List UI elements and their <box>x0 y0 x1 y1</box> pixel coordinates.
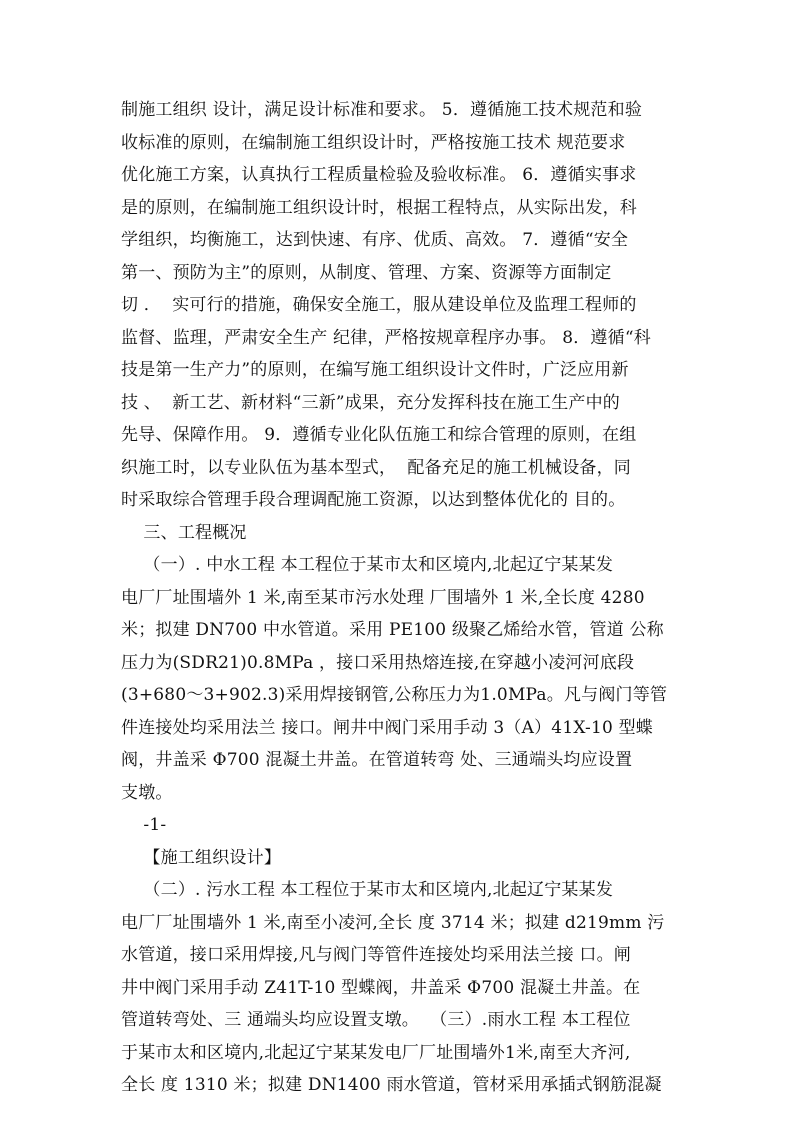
text-line: 阀，井盖采 Φ700 混凝土井盖。在管道转弯 处、三通端头均应设置 <box>121 750 633 770</box>
text-line: 压力为(SDR21)0.8MPa ，接口采用热熔连接,在穿越小凌河河底段 <box>121 652 635 673</box>
text-line: 切 ． 实可行的措施，确保安全施工，服从建设单位及监理工程师的 <box>121 295 637 315</box>
text-line: 技 、 新工艺、新材料“三新”成果，充分发挥科技在施工生产中的 <box>121 392 620 413</box>
text-line: 制施工组织 设计，满足设计标准和要求。 5．遵循施工技术规范和验 <box>121 100 643 120</box>
text-line: 收标准的原则，在编制施工组织设计时，严格按施工技术 规范要求 <box>121 132 626 153</box>
text-line: 先导、保障作用。 9．遵循专业化队伍施工和综合管理的原则，在组 <box>121 425 637 445</box>
document-body <box>121 94 701 1102</box>
text-line: 学组织，均衡施工，达到快速、有序、优质、高效。 7．遵循“安全 <box>121 230 629 250</box>
text-line: 织施工时，以专业队伍为基本型式， 配备充足的施工机械设备，同 <box>121 457 632 478</box>
text-line: 全长 度 1310 米；拟建 DN1400 雨水管道，管材采用承插式钢筋混凝 <box>121 1075 662 1095</box>
text-line: 技是第一生产力”的原则，在编写施工组织设计文件时，广泛应用新 <box>121 360 629 380</box>
text-line: 【施工组织设计】 <box>121 847 282 868</box>
text-line: (3+680～3+902.3)采用焊接钢管,公称压力为1.0MPa。凡与阀门等管 <box>121 685 668 705</box>
text-line: 优化施工方案，认真执行工程质量检验及验收标准。 6．遵循实事求 <box>121 165 637 185</box>
text-line: 件连接处均采用法兰 接口。闸井中阀门采用手动 3（A）41X-10 型蝶 <box>121 717 654 738</box>
text-line: 支墩。 <box>121 782 173 803</box>
text-line: 电厂厂址围墙外 1 米,南至某市污水处理 厂围墙外 1 米,全长度 4280 <box>121 587 645 608</box>
text-line: 水管道，接口采用焊接,凡与阀门等管件连接处均采用法兰接 口。闸 <box>121 945 632 965</box>
text-line: 第一、预防为主”的原则，从制度、管理、方案、资源等方面制定 <box>121 262 612 283</box>
text-line: 管道转弯处、三 通端头均应设置支墩。 （三）.雨水工程 本工程位 <box>121 1010 631 1030</box>
text-line: 三、工程概况 <box>121 522 247 543</box>
text-line: 电厂厂址围墙外 1 米,南至小凌河,全长 度 3714 米；拟建 d219mm 污 <box>121 912 665 933</box>
text-line: 米；拟建 DN700 中水管道。采用 PE100 级聚乙烯给水管，管道 公称 <box>121 620 664 640</box>
text-line: 是的原则，在编制施工组织设计时，根据工程特点，从实际出发，科 <box>121 197 637 218</box>
text-line: -1- <box>121 815 167 835</box>
text-line: 时采取综合管理手段合理调配施工资源，以达到整体优化的 目的。 <box>121 490 626 510</box>
text-line: 于某市太和区境内,北起辽宁某某发电厂厂址围墙外1米,南至大齐河, <box>121 1042 631 1063</box>
text-line: 监督、监理，严肃安全生产 纪律，严格按规章程序办事。 8．遵循“科 <box>121 327 651 348</box>
text-line: 井中阀门采用手动 Z41T-10 型蝶阀，井盖采 Φ700 混凝土井盖。在 <box>121 977 641 998</box>
text-line: （二）. 污水工程 本工程位于某市太和区境内,北起辽宁某某发 <box>121 880 614 900</box>
text-line: （一）. 中水工程 本工程位于某市太和区境内,北起辽宁某某发 <box>121 555 614 575</box>
